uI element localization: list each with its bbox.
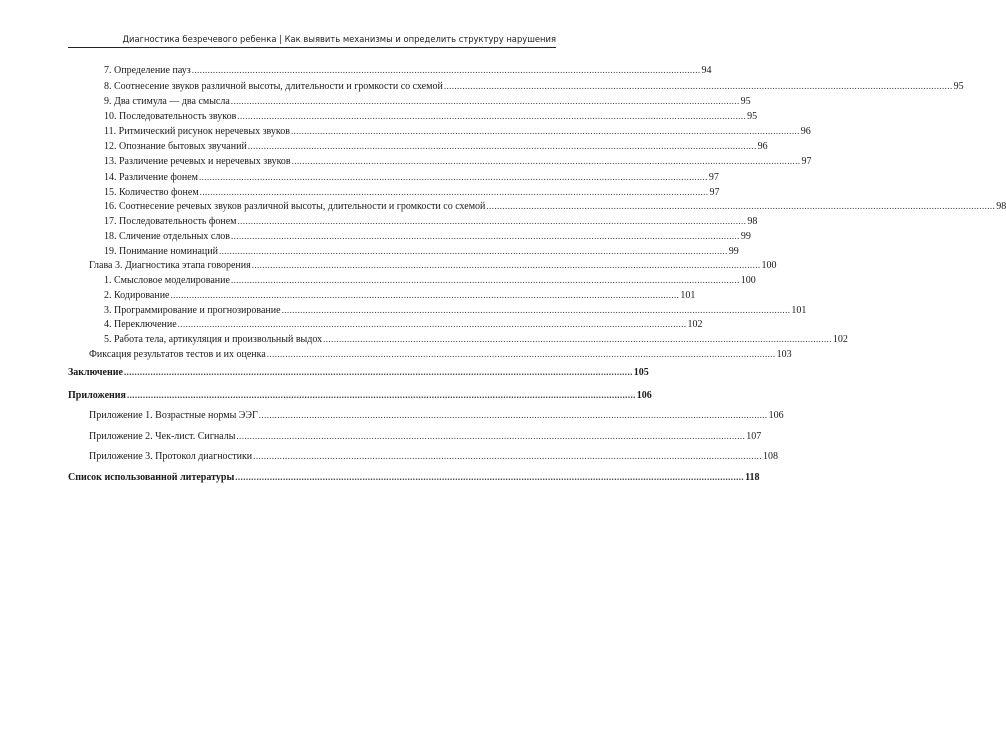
toc-major-entry[interactable]	[68, 389, 652, 402]
toc-entry[interactable]	[104, 125, 811, 138]
toc-leader-dots: ................................................................................................................................................................................................	[237, 111, 747, 121]
toc-entry[interactable]	[104, 110, 758, 123]
toc-entry[interactable]	[104, 289, 696, 302]
toc-entry-label: 15. Количество фонем	[104, 187, 199, 198]
toc-leader-dots: ................................................................................................................................................................................................	[291, 156, 801, 166]
toc-major-entry[interactable]	[68, 366, 649, 379]
toc-leader-dots: ................................................................................................................................................................................................	[235, 472, 745, 482]
toc-entry-label: 1. Смысловое моделирование	[104, 275, 230, 286]
toc-entry-label: 14. Различение фонем	[104, 172, 198, 183]
toc-chapter-entry[interactable]	[89, 259, 777, 272]
toc-leader-dots: ................................................................................................................................................................................................	[253, 451, 762, 461]
toc-page-number: 98	[747, 216, 758, 227]
toc-leader-dots: ................................................................................................................................................................................................	[218, 246, 728, 256]
toc-page-number: 97	[709, 187, 720, 198]
running-header: Диагностика безречевого ребенка | Как выявить механизмы и определить структуру нарушения	[122, 34, 556, 44]
toc-page-number: 102	[687, 319, 703, 330]
toc-page-number: 106	[636, 390, 652, 401]
toc-leader-dots: ................................................................................................................................................................................................	[323, 334, 832, 344]
toc-leader-dots: ................................................................................................................................................................................................	[230, 96, 740, 106]
toc-entry[interactable]	[104, 245, 739, 258]
toc-entry-label: Приложение 1. Возрастные нормы ЭЭГ	[89, 410, 258, 421]
toc-entry[interactable]	[104, 215, 758, 228]
toc-page-number: 100	[761, 260, 777, 271]
toc-entry[interactable]	[104, 274, 756, 287]
toc-entry[interactable]	[104, 200, 1006, 213]
toc-entry-label: 11. Ритмический рисунок неречевых звуков	[104, 126, 290, 137]
toc-entry-label: 13. Различение речевых и неречевых звуков	[104, 156, 291, 167]
toc-entry-label: 17. Последовательность фонем	[104, 216, 237, 227]
toc-leader-dots: ................................................................................................................................................................................................	[266, 349, 776, 359]
toc-entry[interactable]	[104, 333, 848, 346]
toc-entry[interactable]	[104, 140, 768, 153]
toc-leader-dots: ................................................................................................................................................................................................	[258, 410, 768, 420]
toc-entry[interactable]	[104, 155, 812, 168]
toc-entry[interactable]	[104, 80, 964, 93]
toc-page-number: 99	[740, 231, 751, 242]
toc-leader-dots: ................................................................................................................................................................................................	[170, 290, 680, 300]
toc-leader-dots: ................................................................................................................................................................................................	[247, 141, 757, 151]
toc-page-number: 102	[832, 334, 848, 345]
toc-entry-label: 4. Переключение	[104, 319, 177, 330]
toc-section-entry[interactable]	[89, 409, 784, 422]
toc-page-number: 105	[633, 367, 649, 378]
toc-section-entry[interactable]	[89, 430, 762, 443]
toc-leader-dots: ................................................................................................................................................................................................	[199, 187, 709, 197]
toc-page-number: 94	[701, 65, 712, 76]
toc-page-number: 118	[745, 472, 760, 483]
toc-page-number: 101	[680, 290, 696, 301]
toc-entry-label: 7. Определение пауз	[104, 65, 191, 76]
toc-page-number: 95	[747, 111, 758, 122]
toc-leader-dots: ................................................................................................................................................................................................	[443, 81, 953, 91]
toc-page-number: 96	[757, 141, 768, 152]
toc-entry[interactable]	[104, 171, 719, 184]
toc-leader-dots: ................................................................................................................................................................................................	[251, 260, 761, 270]
toc-entry[interactable]	[104, 304, 807, 317]
toc-entry-label: Глава 3. Диагностика этапа говорения	[89, 260, 251, 271]
toc-entry-label: Приложение 2. Чек-лист. Сигналы	[89, 431, 236, 442]
toc-entry[interactable]	[104, 186, 720, 199]
toc-leader-dots: ................................................................................................................................................................................................	[237, 216, 747, 226]
toc-leader-dots: ................................................................................................................................................................................................	[199, 172, 708, 182]
toc-leader-dots: ................................................................................................................................................................................................	[177, 319, 687, 329]
toc-page-number: 108	[762, 451, 778, 462]
toc-page-number: 107	[746, 431, 762, 442]
toc-entry-label: 8. Соотнесение звуков различной высоты, длительности и громкости со схемой	[104, 81, 443, 92]
toc-section-entry[interactable]	[89, 450, 778, 463]
toc-entry-label: Заключение	[68, 367, 123, 378]
toc-entry-label: 18. Сличение отдельных слов	[104, 231, 231, 242]
toc-entry[interactable]	[104, 318, 703, 331]
toc-page-number: 99	[728, 246, 739, 257]
toc-leader-dots: ................................................................................................................................................................................................	[231, 231, 740, 241]
toc-leader-dots: ................................................................................................................................................................................................	[126, 390, 636, 400]
toc-entry-label: Приложение 3. Протокол диагностики	[89, 451, 253, 462]
toc-leader-dots: ................................................................................................................................................................................................	[123, 367, 633, 377]
toc-page-number: 101	[791, 305, 807, 316]
toc-entry-label: 12. Опознание бытовых звучаний	[104, 141, 247, 152]
toc-leader-dots: ................................................................................................................................................................................................	[290, 126, 800, 136]
toc-entry-label: Фиксация результатов тестов и их оценка	[89, 349, 266, 360]
toc-entry-label: 3. Программирование и прогнозирование	[104, 305, 281, 316]
toc-entry-label: Список использованной литературы	[68, 472, 235, 483]
toc-entry-label: 5. Работа тела, артикуляция и произвольный выдох	[104, 334, 323, 345]
toc-major-entry[interactable]	[68, 471, 760, 484]
toc-leader-dots: ................................................................................................................................................................................................	[230, 275, 740, 285]
toc-entry-label: 10. Последовательность звуков	[104, 111, 237, 122]
toc-page-number: 95	[953, 81, 964, 92]
toc-page-number: 97	[708, 172, 719, 183]
toc-entry-label: Приложения	[68, 390, 126, 401]
toc-leader-dots: ................................................................................................................................................................................................	[236, 431, 746, 441]
toc-page-number: 97	[801, 156, 812, 167]
toc-page-number: 106	[768, 410, 784, 421]
toc-page-number: 95	[740, 96, 751, 107]
toc-page-number: 100	[740, 275, 756, 286]
toc-entry[interactable]	[104, 230, 751, 243]
toc-entry-label: 9. Два стимула — два смысла	[104, 96, 230, 107]
toc-leader-dots: ................................................................................................................................................................................................	[281, 305, 791, 315]
toc-page-number: 103	[776, 349, 792, 360]
toc-leader-dots: ................................................................................................................................................................................................	[486, 201, 996, 211]
toc-entry-label: 2. Кодирование	[104, 290, 170, 301]
toc-entry[interactable]	[104, 64, 712, 77]
toc-entry-label: 16. Соотнесение речевых звуков различной высоты, длительности и громкости со схемой	[104, 201, 486, 212]
header-rule	[68, 47, 556, 48]
toc-section-entry[interactable]	[89, 348, 792, 361]
toc-entry[interactable]	[104, 95, 751, 108]
toc-entry-label: 19. Понимание номинаций	[104, 246, 218, 257]
toc-leader-dots: ................................................................................................................................................................................................	[191, 65, 701, 75]
toc-page-number: 98	[996, 201, 1006, 212]
toc-page-number: 96	[800, 126, 811, 137]
